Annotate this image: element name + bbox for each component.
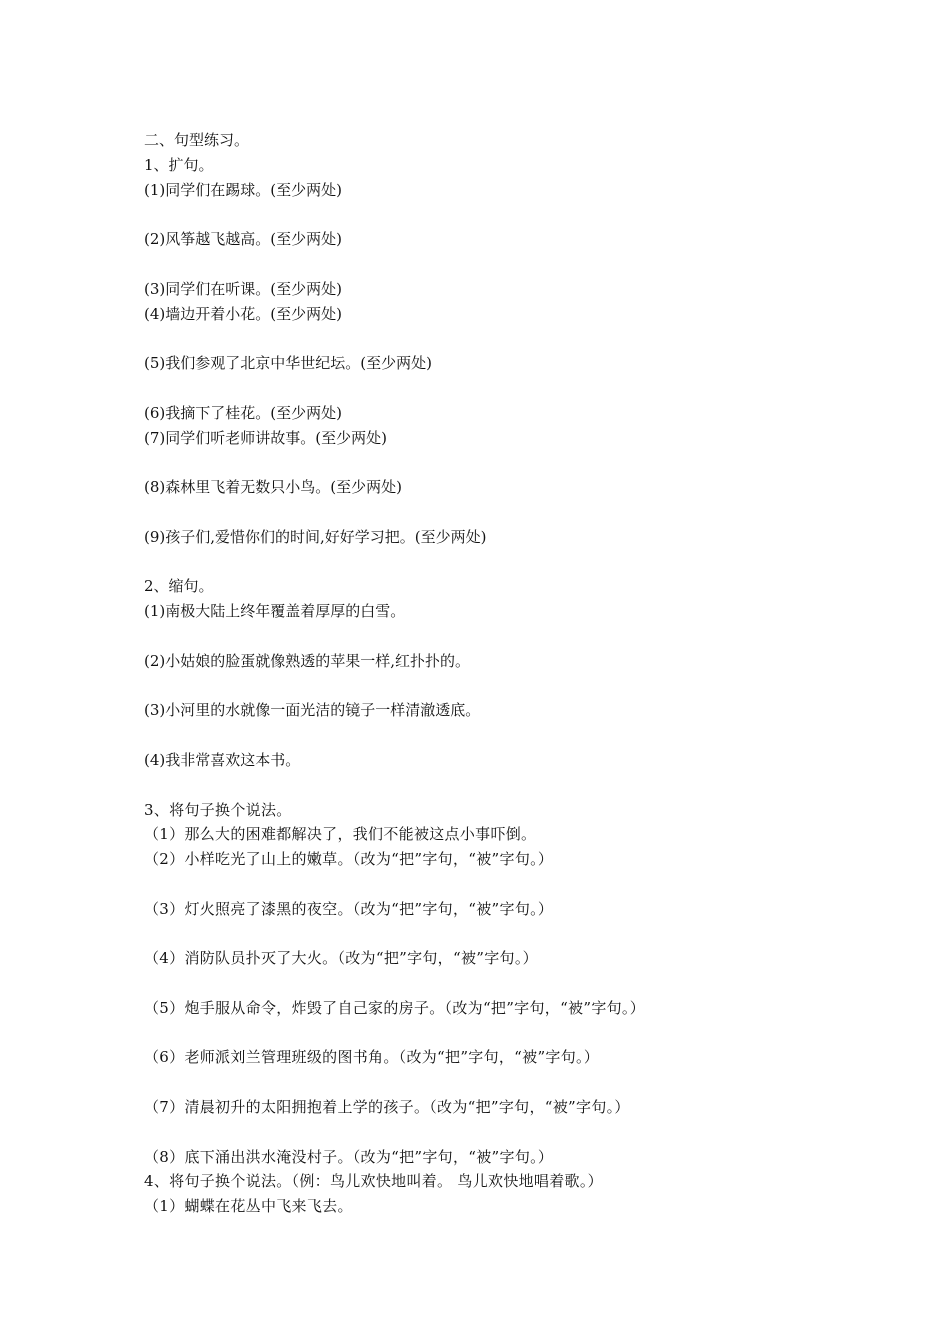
answer-space [144,674,904,699]
exercise-item: (5)我们参观了北京中华世纪坛。(至少两处) [144,354,432,373]
answer-space [144,723,904,748]
exercise-item: (9)孩子们,爱惜你们的时间,好好学习把。(至少两处) [144,527,487,546]
exercise-item: (8)森林里飞着无数只小鸟。(至少两处) [144,478,402,497]
answer-space [144,773,904,798]
section-3-title: 3、将句子换个说法。 [144,800,292,819]
answer-space [144,1070,904,1095]
answer-space [144,500,904,525]
exercise-item: (7)同学们听老师讲故事。(至少两处) [144,428,387,447]
exercise-item: （7）清晨初升的太阳拥抱着上学的孩子。（改为“把”字句，“被”字句。） [144,1098,630,1117]
exercise-item: （5）炮手服从命令，炸毁了自己家的房子。（改为“把”字句，“被”字句。） [144,998,646,1017]
section-2-title: 2、缩句。 [144,577,214,596]
section-1-title: 1、扩句。 [144,155,214,174]
exercise-item: (4)墙边开着小花。(至少两处) [144,304,342,323]
exercise-item: （1）那么大的困难都解决了，我们不能被这点小事吓倒。 [144,825,537,844]
answer-space [144,1021,904,1046]
exercise-item: (2)小姑娘的脸蛋就像熟透的苹果一样,红扑扑的。 [144,651,471,670]
exercise-item: (4)我非常喜欢这本书。 [144,750,301,769]
exercise-item: （6）老师派刘兰管理班级的图书角。（改为“把”字句，“被”字句。） [144,1048,600,1067]
document-content [144,128,904,1219]
exercise-item: (6)我摘下了桂花。(至少两处) [144,403,342,422]
answer-space [144,922,904,947]
answer-space [144,450,904,475]
exercise-item: （8）底下涌出洪水淹没村子。（改为“把”字句，“被”字句。） [144,1147,554,1166]
section-4-title: 4、将句子换个说法。（例：鸟儿欢快地叫着。 鸟儿欢快地唱着歌。） [144,1172,603,1191]
section-heading: 二、句型练习。 [144,131,250,149]
answer-space [144,326,904,351]
answer-space [144,252,904,277]
answer-space [144,624,904,649]
exercise-item: （3）灯火照亮了漆黑的夜空。（改为“把”字句，“被”字句。） [144,899,554,918]
answer-space [144,971,904,996]
answer-space [144,550,904,575]
exercise-item: (2)风筝越飞越高。(至少两处) [144,230,342,249]
exercise-item: (3)同学们在听课。(至少两处) [144,279,342,298]
answer-space [144,872,904,897]
exercise-item: （1）蝴蝶在花丛中飞来飞去。 [144,1197,353,1216]
exercise-item: （4）消防队员扑灭了大火。（改为“把”字句，“被”字句。） [144,949,538,968]
exercise-item: （2）小样吃光了山上的嫩草。（改为“把”字句，“被”字句。） [144,850,554,869]
answer-space [144,202,904,227]
exercise-item: (1)同学们在踢球。(至少两处) [144,180,342,199]
answer-space [144,376,904,401]
answer-space [144,1120,904,1145]
exercise-item: (3)小河里的水就像一面光洁的镜子一样清澈透底。 [144,701,481,720]
exercise-item: (1)南极大陆上终年覆盖着厚厚的白雪。 [144,602,406,621]
